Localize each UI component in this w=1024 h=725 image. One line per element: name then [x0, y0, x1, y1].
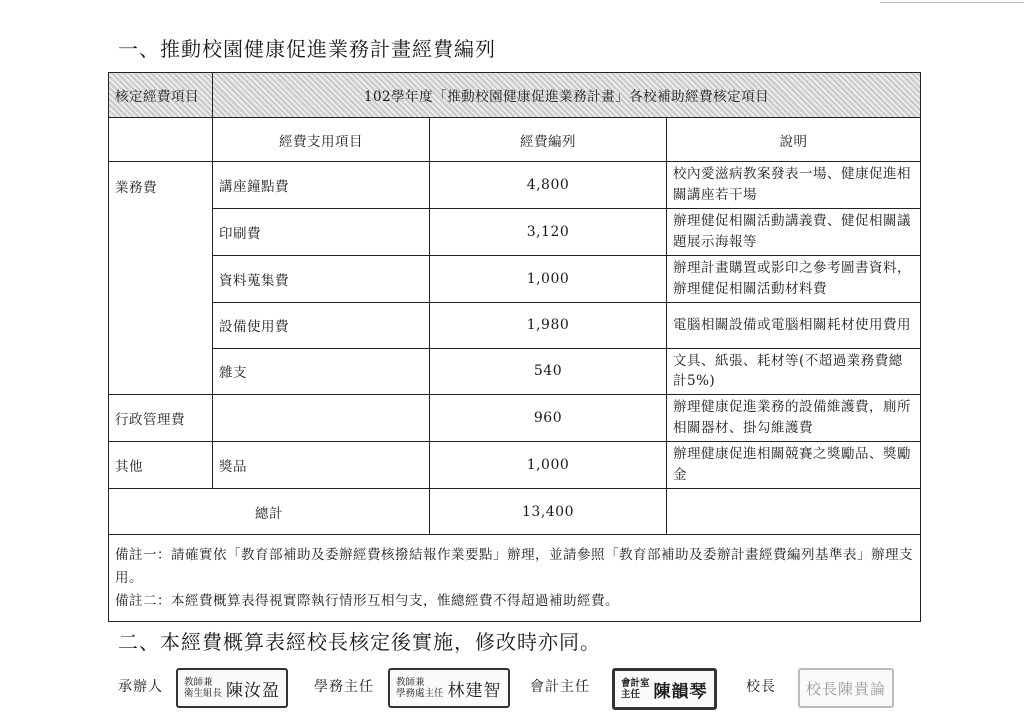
student-affairs-stamp — [388, 668, 510, 708]
item-cell: 講座鐘點費 — [213, 162, 430, 209]
column-header-row — [109, 118, 921, 162]
handler-label: 承辦人 — [118, 679, 163, 695]
notes-cell — [109, 535, 921, 622]
category-other: 其他 — [109, 442, 213, 489]
total-row — [109, 489, 921, 535]
principal-label: 校長 — [746, 679, 776, 695]
col-item-header: 經費支用項目 — [213, 118, 430, 162]
sa-stamp-name: 林建智 — [447, 680, 502, 701]
amount-cell: 4,800 — [430, 162, 667, 209]
section-2-title: 二、本經費概算表經校長核定後實施，修改時亦同。 — [118, 630, 601, 654]
amount-cell: 1,980 — [430, 302, 667, 348]
notes-row — [109, 535, 921, 622]
table-row — [109, 302, 921, 348]
item-cell: 雜支 — [213, 348, 430, 395]
note-cell: 辦理健促相關活動講義費、健促相關議題展示海報等 — [667, 208, 921, 255]
amount-cell: 540 — [430, 348, 667, 395]
note-cell: 校內愛滋病教案發表一場、健康促進相關講座若干場 — [667, 162, 921, 209]
note-cell: 辦理健康促進業務的設備維護費，廁所相關器材、掛勾維護費 — [667, 395, 921, 442]
category-admin: 行政管理費 — [109, 395, 213, 442]
handler-stamp-title-2: 衛生組長 — [184, 688, 223, 699]
table-row — [109, 348, 921, 395]
table-row — [109, 162, 921, 209]
handler-stamp-name: 陳汝盈 — [226, 680, 281, 701]
item-cell: 印刷費 — [213, 208, 430, 255]
accounting-stamp — [612, 668, 717, 710]
amount-cell: 3,120 — [430, 208, 667, 255]
table-row — [109, 255, 921, 302]
note-cell: 辦理健康促進相關競賽之獎勵品、獎勵金 — [667, 442, 921, 489]
principal-stamp — [798, 668, 894, 708]
note-cell: 文具、紙張、耗材等(不超過業務費總計5%) — [667, 348, 921, 395]
col-note-header: 說明 — [667, 118, 921, 162]
header-approved-item: 核定經費項目 — [109, 73, 213, 118]
col-amount-header: 經費編列 — [430, 118, 667, 162]
accounting-label: 會計主任 — [530, 679, 590, 695]
total-label: 總計 — [109, 489, 430, 535]
header-title: 102學年度「推動校園健康促進業務計畫」各校補助經費核定項目 — [213, 73, 921, 118]
budget-table — [108, 72, 921, 622]
principal-stamp-name: 校長陳貴論 — [806, 679, 887, 698]
item-cell: 資料蒐集費 — [213, 255, 430, 302]
table-header-row — [109, 73, 921, 118]
item-cell: 獎品 — [213, 442, 430, 489]
item-cell — [213, 395, 430, 442]
page-edge-line — [880, 2, 1024, 3]
note-cell: 電腦相關設備或電腦相關耗材使用費用 — [667, 302, 921, 348]
total-amount: 13,400 — [430, 489, 667, 535]
table-row — [109, 208, 921, 255]
note-2: 備註二：本經費概算表得視實際執行情形互相勻支，惟總經費不得超過補助經費。 — [115, 592, 619, 609]
amount-cell: 1,000 — [430, 255, 667, 302]
acc-stamp-title-2: 主任 — [621, 689, 641, 700]
signature-row — [118, 668, 918, 708]
amount-cell: 1,000 — [430, 442, 667, 489]
section-1-title: 一、推動校園健康促進業務計畫經費編列 — [118, 37, 496, 61]
note-1: 備註一：請確實依「教育部補助及委辦經費核撥結報作業要點」辦理，並請參照「教育部補助及委辦計畫經費編列基準表」辦理支用。 — [115, 546, 913, 586]
acc-stamp-title-1: 會計室 — [621, 677, 650, 689]
item-cell: 設備使用費 — [213, 302, 430, 348]
acc-stamp-name: 陳韻琴 — [653, 681, 708, 702]
student-affairs-label: 學務主任 — [314, 679, 374, 695]
note-cell: 辦理計畫購置或影印之參考圖書資料，辦理健促相關活動材料費 — [667, 255, 921, 302]
handler-stamp — [176, 668, 288, 708]
sa-stamp-title-1: 教師兼 — [396, 676, 425, 688]
table-row — [109, 395, 921, 442]
amount-cell: 960 — [430, 395, 667, 442]
table-row — [109, 442, 921, 489]
sa-stamp-title-2: 學務處主任 — [396, 688, 444, 699]
handler-stamp-title-1: 教師兼 — [184, 676, 213, 688]
category-business: 業務費 — [109, 162, 213, 395]
